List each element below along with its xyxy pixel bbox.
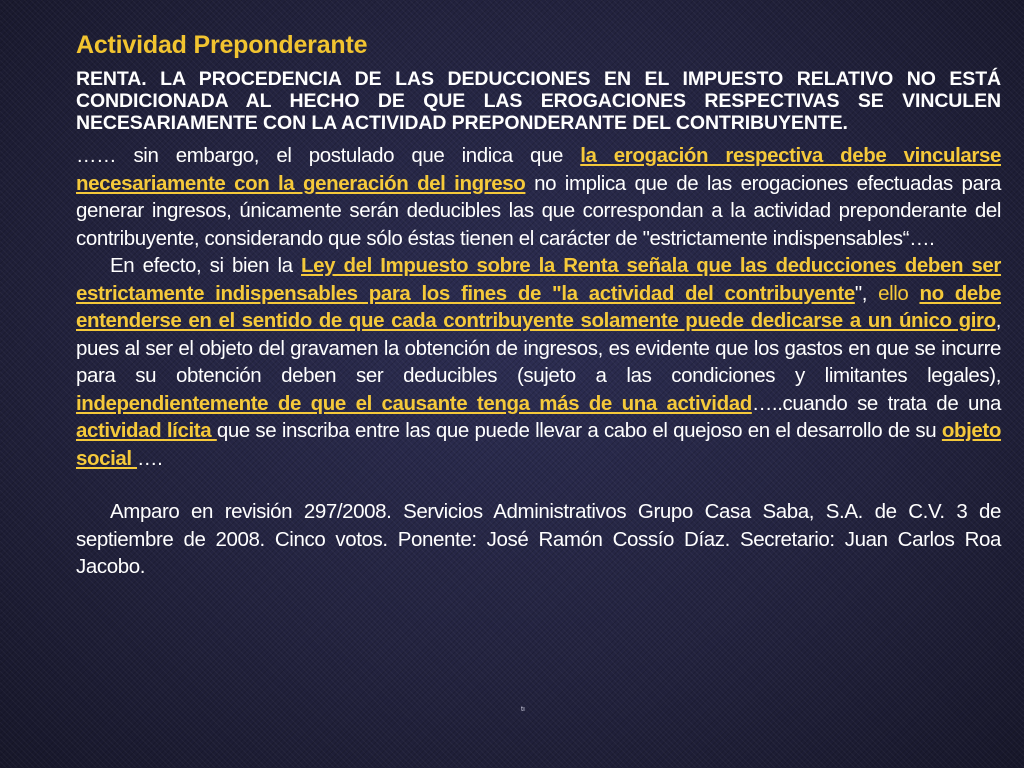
p2-highlight-2: no debe entenderse en el sentido de que cada contribuyente solamente puede dedicarse a un único giro [76, 281, 1001, 332]
paragraph-2 [76, 252, 1001, 472]
p2-highlight-1: Ley del Impuesto sobre la Renta señala que las deducciones deben ser estrictamente indispensables para los fines de "la actividad del contribuyente [76, 254, 1002, 305]
p1-text-1: …… sin embargo, el postulado que indica que [76, 144, 581, 167]
thesis-heading: RENTA. LA PROCEDENCIA DE LAS DEDUCCIONES EN EL IMPUESTO RELATIVO NO ESTÁ CONDICIONADA AL HECHO DE QUE LAS EROGACIONES RESPECTIVAS SE VINCULEN NECESARIAMENTE CON LA ACTIVIDAD PREPONDERANTE DEL CONTRIBUYENTE. [76, 68, 1001, 134]
p2-highlight-3: independientemente de que el causante tenga más de una actividad [76, 391, 752, 415]
p2-highlight-4: actividad lícita [76, 419, 217, 442]
citation: Amparo en revisión 297/2008. Servicios Administrativos Grupo Casa Saba, S.A. de C.V. 3 de septiembre de 2008. Cinco votos. Ponente: José Ramón Cossío Díaz. Secretario: Juan Carlos Roa Jacobo. [76, 500, 1001, 578]
p2-text-2: ", [854, 281, 879, 305]
footer-mark: tı [521, 706, 525, 713]
p2-highlight-5: objeto social [76, 419, 1001, 470]
p2-text-3: ello [878, 281, 909, 305]
p2-text-5: , pues al ser el objeto del gravamen la obtención de ingresos, es evidente que los gastos en que se incurre para su obtención deben ser deducibles (sujeto a las condiciones y limitantes legales), [76, 309, 1001, 387]
slide-title: Actividad Preponderante [76, 31, 368, 59]
p2-text-6: …..cuando se trata de una [751, 391, 1002, 415]
p2-text-1: En efecto, si bien la [110, 254, 301, 277]
p1-text-2: no implica que de las erogaciones efectuadas para generar ingresos, únicamente serán deducibles las que correspondan a la actividad preponderante del contribuyente, considerando que sólo éstas tienen el carácter de "estrictamente indispensables“…. [76, 171, 1001, 250]
slide-content [76, 30, 1001, 581]
p2-text-4 [908, 282, 919, 305]
p2-text-8: …. [137, 446, 163, 470]
paragraph-1 [76, 142, 1001, 252]
p2-text-7: que se inscriba entre las que puede llevar a cabo el quejoso en el desarrollo de su [216, 419, 942, 442]
p1-highlight-1: la erogación respectiva debe vincularse necesariamente con la generación del ingreso [76, 144, 1001, 195]
